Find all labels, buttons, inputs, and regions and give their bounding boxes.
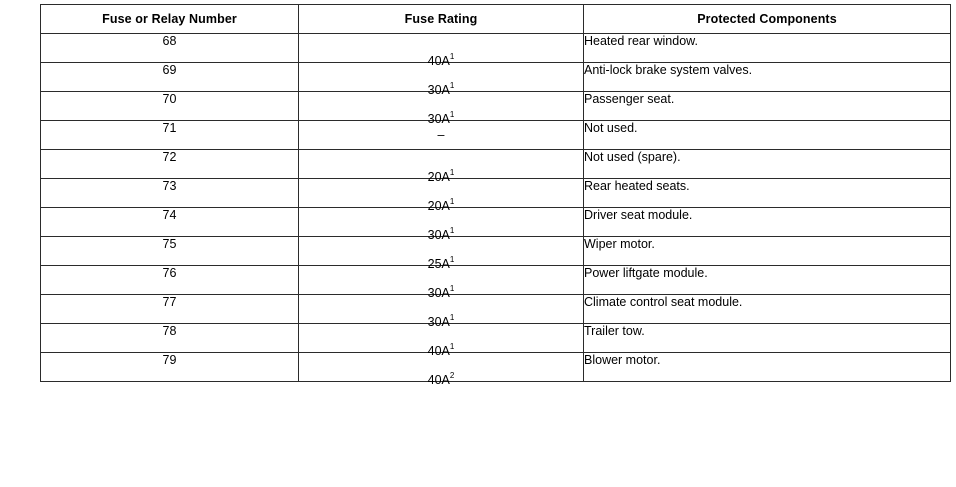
cell-protected-components: Passenger seat. (584, 92, 951, 121)
table-row (41, 237, 951, 266)
fuse-rating-footnote: 2 (449, 371, 455, 380)
cell-protected-components: Not used (spare). (584, 150, 951, 179)
cell-fuse-rating (299, 121, 584, 150)
fuse-rating-footnote: 1 (449, 81, 455, 90)
cell-protected-components: Rear heated seats. (584, 179, 951, 208)
fuse-rating-value: 40A (427, 344, 450, 359)
cell-protected-components: Driver seat module. (584, 208, 951, 237)
cell-fuse-number: 77 (41, 295, 299, 324)
fuse-rating-value: 30A (427, 315, 450, 330)
cell-protected-components: Anti-lock brake system valves. (584, 63, 951, 92)
fuse-rating-value: 20A (427, 199, 450, 214)
cell-fuse-rating (299, 34, 584, 69)
cell-fuse-number: 71 (41, 121, 299, 150)
table-row (41, 63, 951, 92)
cell-fuse-rating (299, 324, 584, 359)
cell-fuse-number: 79 (41, 353, 299, 382)
fuse-rating-footnote: 1 (449, 284, 455, 293)
cell-fuse-number: 68 (41, 34, 299, 63)
cell-fuse-number: 73 (41, 179, 299, 208)
fuse-relay-table (40, 4, 951, 388)
fuse-rating-value: 40A (427, 54, 450, 69)
fuse-rating-footnote: 1 (449, 313, 455, 322)
table-row (41, 179, 951, 208)
cell-protected-components: Trailer tow. (584, 324, 951, 353)
table-row (41, 266, 951, 295)
table-row (41, 34, 951, 63)
cell-fuse-number: 69 (41, 63, 299, 92)
column-header-protected-components: Protected Components (584, 5, 951, 34)
cell-fuse-number: 76 (41, 266, 299, 295)
cell-protected-components: Power liftgate module. (584, 266, 951, 295)
table-row (41, 295, 951, 324)
cell-fuse-rating (299, 353, 584, 388)
cell-fuse-rating (299, 150, 584, 185)
fuse-rating-value: 30A (427, 112, 450, 127)
fuse-rating-footnote: 1 (449, 197, 455, 206)
table-body (41, 34, 951, 388)
cell-fuse-rating (299, 237, 584, 272)
cell-protected-components: Climate control seat module. (584, 295, 951, 324)
fuse-rating-footnote: 1 (449, 342, 455, 351)
table-row (41, 324, 951, 353)
cell-fuse-rating (299, 92, 584, 127)
cell-fuse-rating (299, 266, 584, 301)
cell-fuse-number: 74 (41, 208, 299, 237)
fuse-rating-footnote: 1 (449, 110, 455, 119)
cell-fuse-rating (299, 208, 584, 243)
cell-fuse-rating (299, 63, 584, 98)
fuse-rating-value: 30A (427, 228, 450, 243)
fuse-rating-footnote: 1 (449, 255, 455, 264)
fuse-rating-footnote: 1 (449, 226, 455, 235)
cell-fuse-number: 70 (41, 92, 299, 121)
fuse-rating-value: 40A (427, 373, 450, 388)
cell-fuse-number: 78 (41, 324, 299, 353)
fuse-rating-value: 30A (427, 286, 450, 301)
table-header-row (41, 5, 951, 34)
cell-protected-components: Blower motor. (584, 353, 951, 382)
fuse-rating-value: 25A (427, 257, 450, 272)
table-row (41, 150, 951, 179)
cell-fuse-rating (299, 295, 584, 330)
cell-fuse-rating (299, 179, 584, 214)
cell-protected-components: Heated rear window. (584, 34, 951, 63)
table-row (41, 121, 951, 150)
table-row (41, 92, 951, 121)
fuse-rating-value: – (437, 128, 445, 142)
column-header-fuse-rating: Fuse Rating (299, 5, 584, 34)
column-header-fuse-number: Fuse or Relay Number (41, 5, 299, 34)
cell-protected-components: Wiper motor. (584, 237, 951, 266)
fuse-rating-value: 30A (427, 83, 450, 98)
fuse-rating-footnote: 1 (449, 168, 455, 177)
cell-fuse-number: 72 (41, 150, 299, 179)
cell-protected-components: Not used. (584, 121, 951, 150)
cell-fuse-number: 75 (41, 237, 299, 266)
table-row (41, 353, 951, 382)
fuse-rating-footnote: 1 (449, 52, 455, 61)
table-row (41, 208, 951, 237)
table-header (41, 5, 951, 34)
fuse-rating-value: 20A (427, 170, 450, 185)
